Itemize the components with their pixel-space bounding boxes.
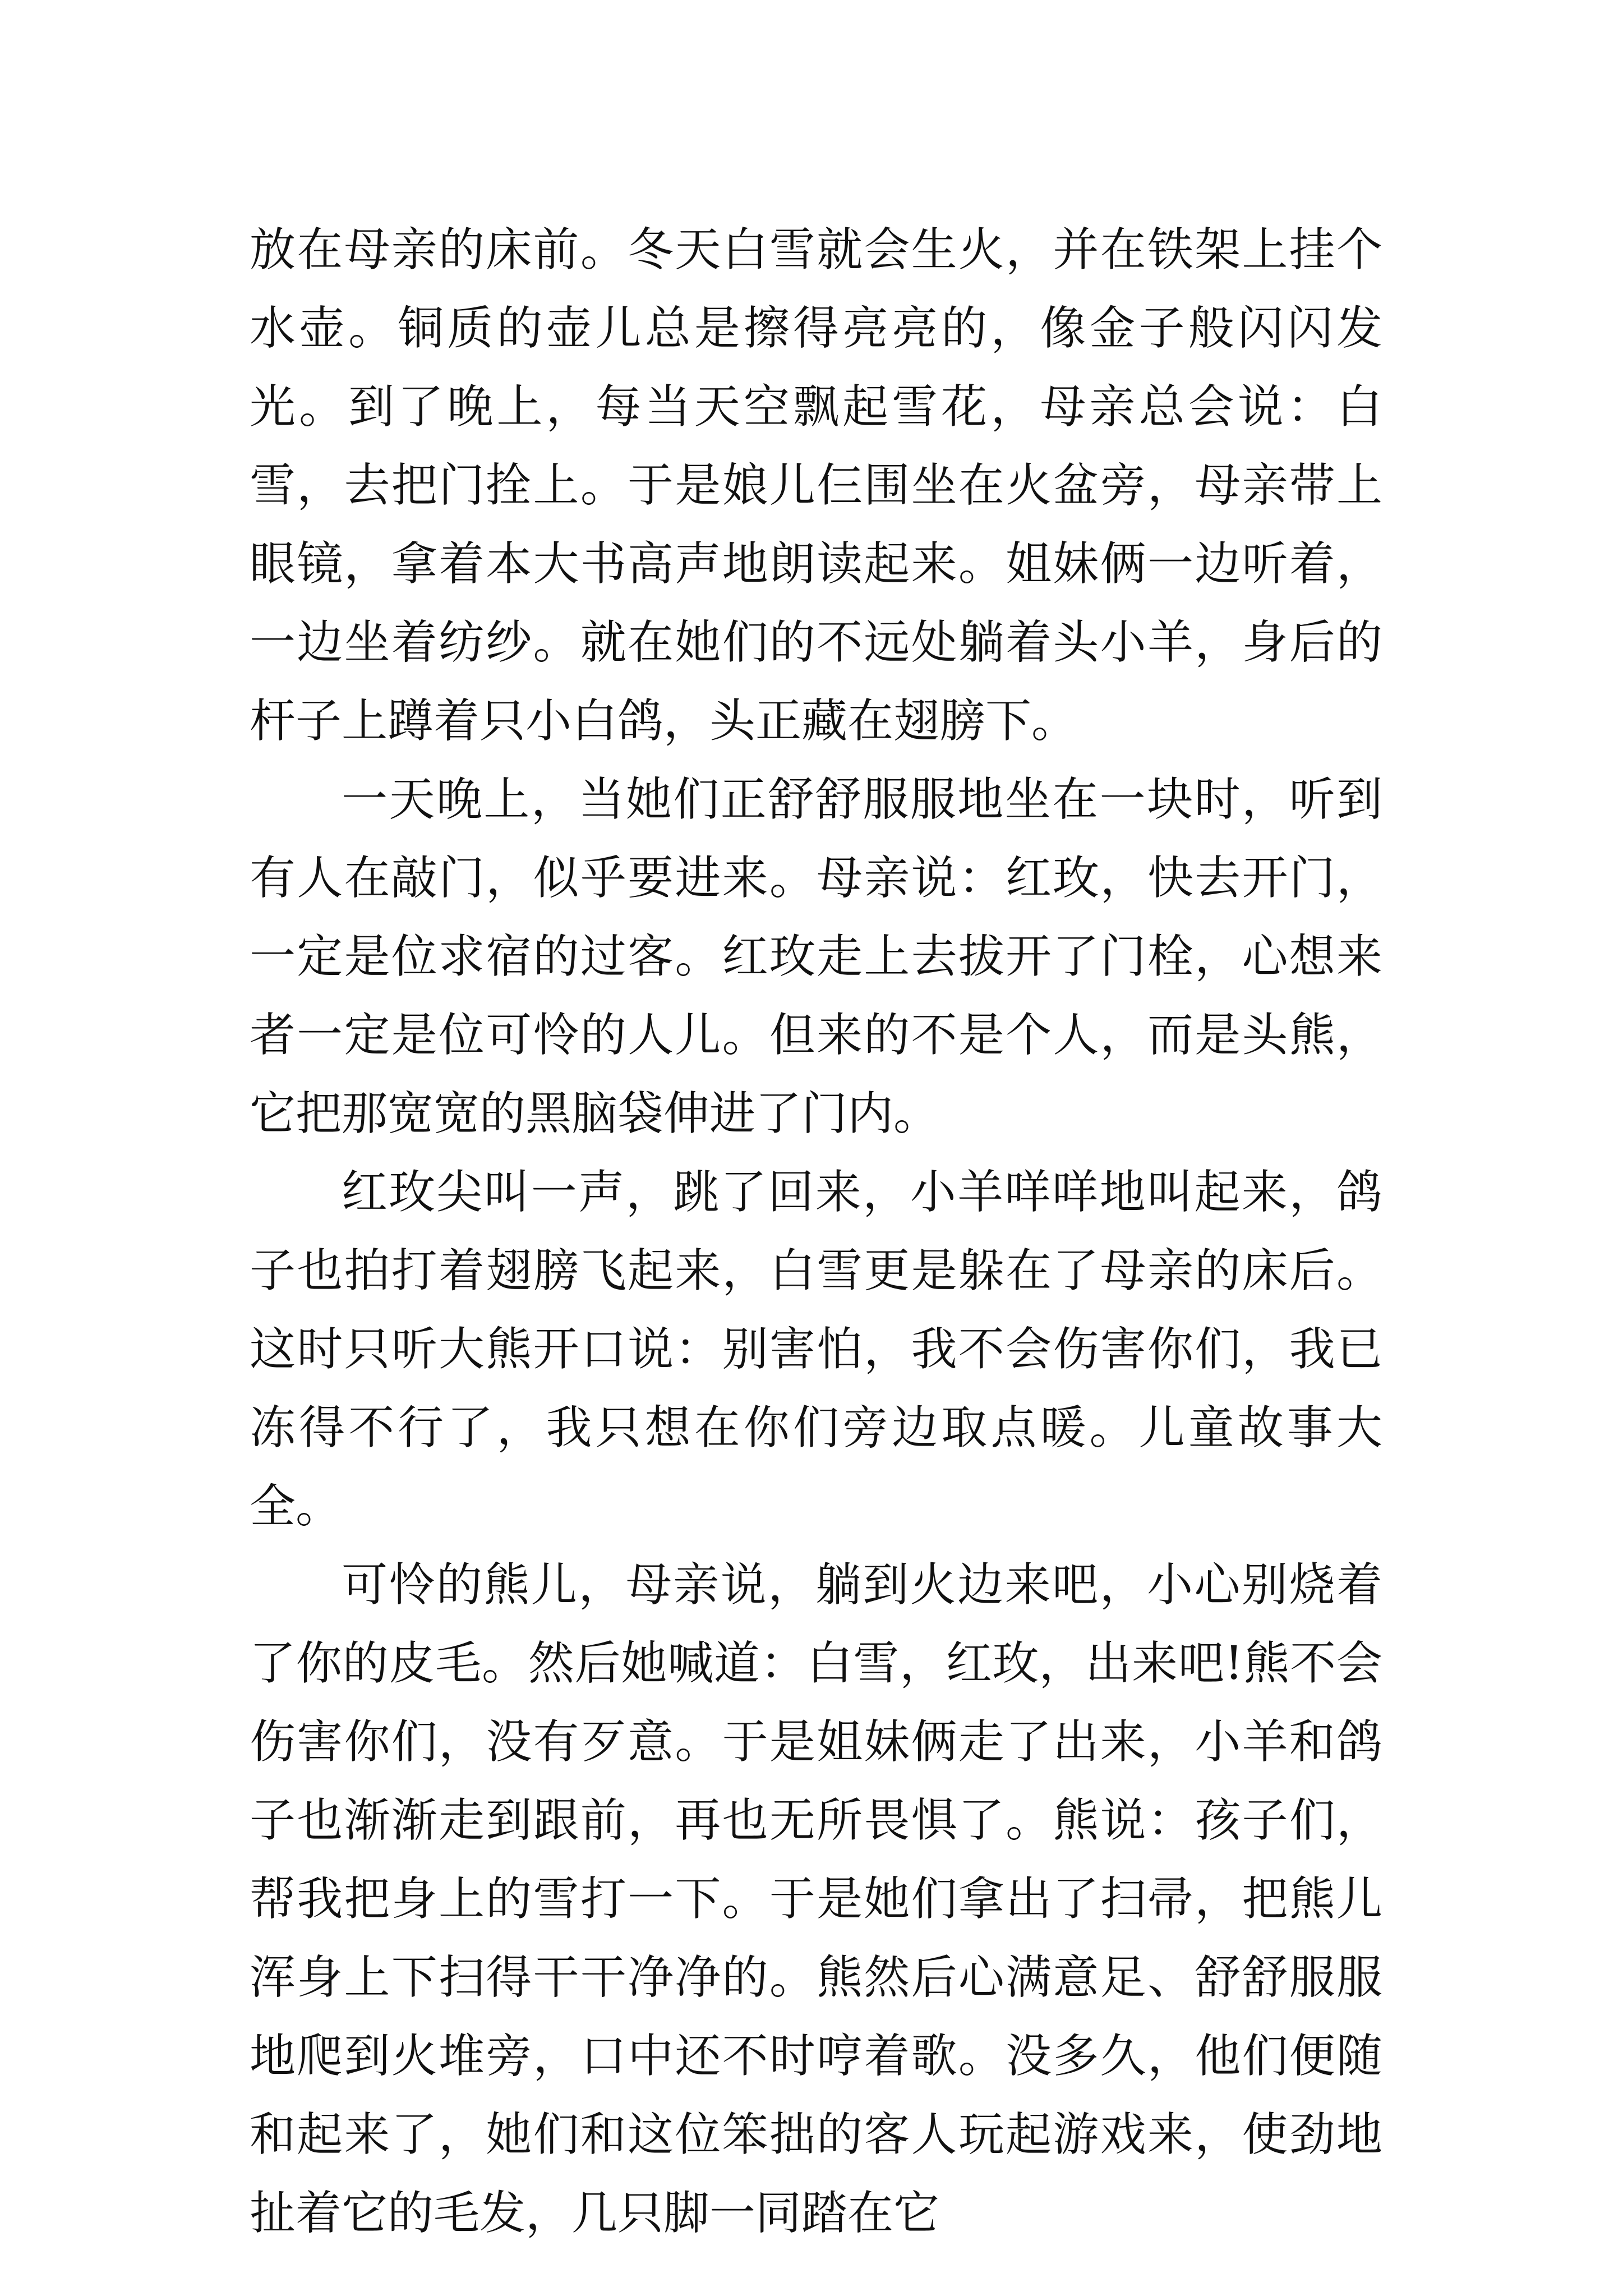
paragraph-1: 放在母亲的床前。冬天白雪就会生火，并在铁架上挂个水壶。铜质的壶儿总是擦得亮亮的，像金子般闪闪发光。到了晚上，每当天空飘起雪花，母亲总会说：白雪，去把门拴上。于是娘儿仨围坐在火盆旁，母亲带上眼镜，拿着本大书高声地朗读起来。姐妹俩一边听着，一边坐着纺纱。就在她们的不远处躺着头小羊，身后的杆子上蹲着只小白鸽，头正藏在翅膀下。 — [250, 223, 1382, 748]
paragraph-2: 一天晚上，当她们正舒舒服服地坐在一块时，听到有人在敲门，似乎要进来。母亲说：红玫，快去开门，一定是位求宿的过客。红玫走上去拔开了门栓，心想来者一定是位可怜的人儿。但来的不是个人，而是头熊，它把那宽宽的黑脑袋伸进了门内。 — [250, 773, 1382, 1140]
paragraph-4: 可怜的熊儿，母亲说，躺到火边来吧，小心别烧着了你的皮毛。然后她喊道：白雪，红玫，出来吧!熊不会伤害你们，没有歹意。于是姐妹俩走了出来，小羊和鸽子也渐渐走到跟前，再也无所畏惧了。熊说：孩子们，帮我把身上的雪打一下。于是她们拿出了扫帚，把熊儿浑身上下扫得干干净净的。熊然后心满意足、舒舒服服地爬到火堆旁，口中还不时哼着歌。没多久，他们便随和起来了，她们和这位笨拙的客人玩起游戏来，使劲地扯着它的毛发，几只脚一同踏在它 — [250, 1558, 1382, 2240]
story-text-block — [250, 211, 1382, 2253]
paragraph-3: 红玫尖叫一声，跳了回来，小羊咩咩地叫起来，鸽子也拍打着翅膀飞起来，白雪更是躲在了母亲的床后。这时只听大熊开口说：别害怕，我不会伤害你们，我已冻得不行了，我只想在你们旁边取点暖。儿童故事大全。 — [250, 1166, 1382, 1533]
